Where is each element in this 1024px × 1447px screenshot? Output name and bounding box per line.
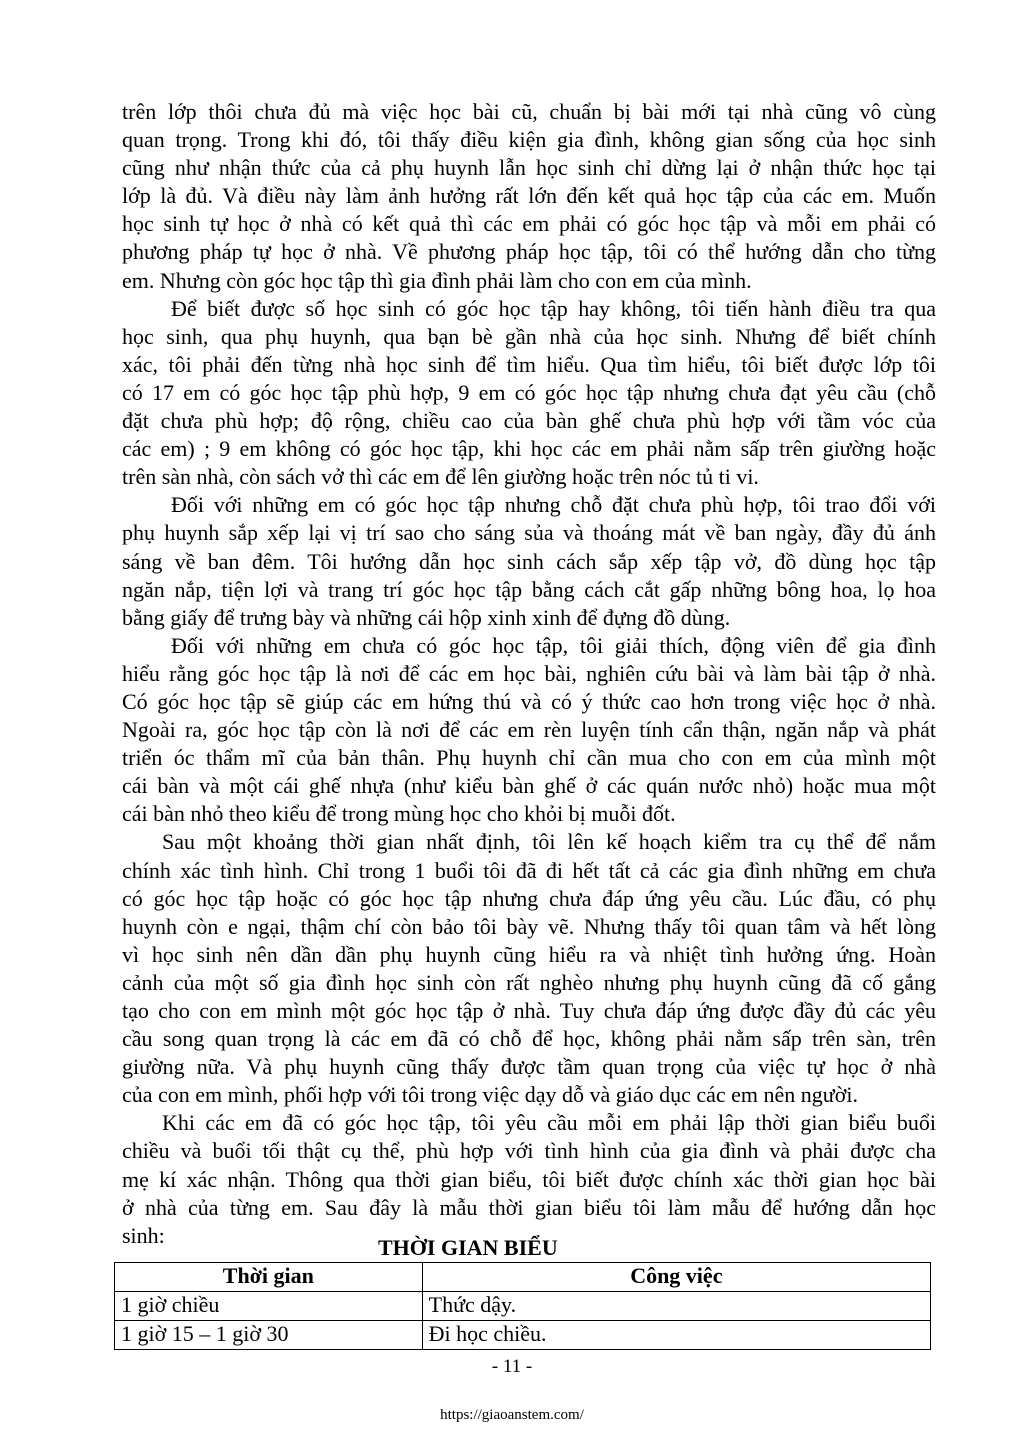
paragraph (122, 1109, 936, 1249)
paragraph-line: có góc học tập hoặc có góc học tập nhưng chưa đáp ứng yêu cầu. Lúc đầu, có phụ (122, 885, 936, 911)
paragraph-line: chiều và buổi tối thật cụ thể, phù hợp với tình hình của gia đình và phải được cha (122, 1138, 936, 1164)
table-title: THỜI GIAN BIỂU (378, 1235, 558, 1260)
paragraph-line: vì học sinh nên dần dần phụ huynh cũng hiểu ra và nhiệt tình hưởng ứng. Hoàn (122, 941, 936, 967)
paragraph-line: sáng về ban đêm. Tôi hướng dẫn học sinh cách sắp xếp tập vở, đồ dùng học tập (122, 548, 936, 574)
paragraph-line: lớp là đủ. Và điều này làm ảnh hưởng rất lớn đến kết quả học tập của các em. Muốn (122, 183, 936, 209)
table-cell-activity: Thức dậy. (422, 1292, 930, 1321)
paragraph-line: giường nữa. Và phụ huynh cũng thấy được tầm quan trọng của việc tự học ở nhà (122, 1054, 936, 1080)
paragraph-line: Để biết được số học sinh có góc học tập hay không, tôi tiến hành điều tra qua (171, 295, 936, 321)
table-header-row (115, 1263, 931, 1292)
paragraph-line: Sau một khoảng thời gian nhất định, tôi lên kế hoạch kiểm tra cụ thể để nắm (162, 829, 936, 855)
paragraph-line: chính xác tình hình. Chỉ trong 1 buổi tôi đã đi hết tất cả các gia đình những em chưa (122, 857, 936, 883)
table-row (115, 1292, 931, 1321)
paragraph-line: Có góc học tập sẽ giúp các em hứng thú và có ý thức cao hơn trong việc học ở nhà. (122, 688, 936, 714)
paragraph-line: phương pháp tự học ở nhà. Về phương pháp học tập, tôi có thể hướng dẫn cho từng (122, 239, 936, 265)
paragraph (122, 828, 936, 1109)
paragraph (122, 295, 936, 492)
paragraph-line: đặt chưa phù hợp; độ rộng, chiều cao của bàn ghế chưa phù hợp với tầm vóc của (122, 408, 936, 434)
paragraph-line: sinh: (122, 1222, 165, 1248)
paragraph-line: phụ huynh sắp xếp lại vị trí sao cho sáng sủa và thoáng mát về ban ngày, đầy đủ ánh (122, 520, 936, 546)
paragraph-line: trên sàn nhà, còn sách vở thì các em để lên giường hoặc trên nóc tủ ti vi. (122, 464, 759, 490)
paragraph-line: ngăn nắp, tiện lợi và trang trí góc học tập bằng cách cắt gấp những bông hoa, lọ hoa (122, 576, 936, 602)
schedule-table (114, 1262, 931, 1350)
paragraph-line: em. Nhưng còn góc học tập thì gia đình phải làm cho con em của mình. (122, 267, 752, 293)
paragraph-line: huynh còn e ngại, thậm chí còn bảo tôi bày vẽ. Nhưng thấy tôi quan tâm và hết lòng (122, 913, 936, 939)
paragraph-line: Ngoài ra, góc học tập còn là nơi để các em rèn luyện tính cẩn thận, ngăn nắp và phát (122, 717, 936, 743)
table-row (115, 1321, 931, 1350)
paragraph-line: cái bàn và một cái ghế nhựa (như kiểu bàn ghế ở các quán nước nhỏ) hoặc mua một (122, 773, 936, 799)
paragraph-line: triển óc thẩm mĩ của bản thân. Phụ huynh chỉ cần mua cho con em của mình một (122, 745, 936, 771)
footer-url[interactable]: https://giaoanstem.com/ (440, 1407, 584, 1423)
paragraph (122, 491, 936, 631)
paragraph-line: có 17 em có góc học tập phù hợp, 9 em có góc học tập nhưng chưa đạt yêu cầu (chỗ (122, 379, 936, 405)
paragraph-line: các em) ; 9 em không có góc học tập, khi học các em phải nằm sấp trên giường hoặc (122, 436, 936, 462)
paragraph-line: bằng giấy để trưng bày và những cái hộp xinh xinh để đựng đồ dùng. (122, 604, 731, 630)
paragraph-line: của con em mình, phối hợp với tôi trong việc dạy dỗ và giáo dục các em nên người. (122, 1082, 858, 1108)
paragraph-line: cảnh của một số gia đình học sinh còn rất nghèo nhưng phụ huynh cũng đã cố gắng (122, 969, 936, 995)
paragraph-line: tạo cho con em mình một góc học tập ở nhà. Tuy chưa đáp ứng được đầy đủ các yêu (122, 998, 936, 1023)
table-header-time: Thời gian (115, 1263, 423, 1292)
paragraph-line: cầu song quan trọng là các em đã có chỗ để học, không phải nằm sấp trên sàn, trên (122, 1026, 936, 1052)
paragraph-line: ở nhà của từng em. Sau đây là mẫu thời gian biểu tôi làm mẫu để hướng dẫn học (122, 1194, 936, 1220)
paragraph-line: xác, tôi phải đến từng nhà học sinh để tìm hiểu. Qua tìm hiểu, tôi biết được lớp tôi (122, 351, 936, 377)
table-cell-time: 1 giờ chiều (115, 1292, 423, 1321)
table-cell-activity: Đi học chiều. (422, 1321, 930, 1350)
paragraph-line: trên lớp thôi chưa đủ mà việc học bài cũ, chuẩn bị bài mới tại nhà cũng vô cùng (122, 99, 936, 124)
paragraph-line: Đối với những em chưa có góc học tập, tôi giải thích, động viên để gia đình (171, 632, 936, 658)
page-number: - 11 - (491, 1356, 533, 1377)
paragraph (122, 632, 936, 829)
paragraph-line: cái bàn nhỏ theo kiểu để trong mùng học cho khỏi bị muỗi đốt. (122, 801, 676, 827)
paragraph-line: mẹ kí xác nhận. Thông qua thời gian biểu, tôi biết được chính xác thời gian học bài (122, 1166, 936, 1192)
paragraph-line: học sinh, qua phụ huynh, qua bạn bè gần nhà của học sinh. Nhưng để biết chính (122, 323, 936, 349)
body-text (122, 98, 936, 1250)
table-cell-time: 1 giờ 15 – 1 giờ 30 (115, 1321, 423, 1350)
paragraph-line: hiểu rằng góc học tập là nơi để các em học bài, nghiên cứu bài và làm bài tập ở nhà. (122, 660, 936, 686)
paragraph-line: Đối với những em có góc học tập nhưng chỗ đặt chưa phù hợp, tôi trao đổi với (171, 492, 936, 518)
paragraph-line: học sinh tự học ở nhà có kết quả thì các em phải có góc học tập và mỗi em phải có (122, 211, 936, 237)
paragraph-line: Khi các em đã có góc học tập, tôi yêu cầu mỗi em phải lập thời gian biểu buổi (162, 1110, 936, 1136)
paragraph-line: cũng như nhận thức của cả phụ huynh lẫn học sinh chỉ dừng lại ở nhận thức học tại (122, 155, 936, 181)
paragraph (122, 98, 936, 295)
paragraph-line: quan trọng. Trong khi đó, tôi thấy điều kiện gia đình, không gian sống của học sinh (122, 127, 936, 153)
table-header-activity: Công việc (422, 1263, 930, 1292)
